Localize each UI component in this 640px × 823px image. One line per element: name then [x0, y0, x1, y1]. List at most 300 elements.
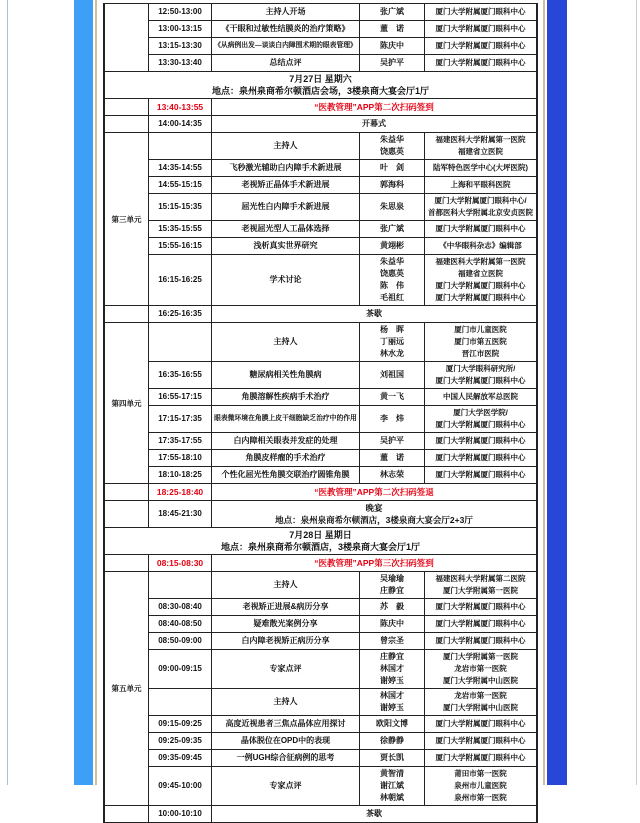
schedule-row — [149, 750, 536, 767]
time-cell: 13:00-13:15 — [149, 21, 212, 37]
topic-cell — [212, 38, 360, 54]
time-cell: 13:30-13:40 — [149, 55, 212, 71]
speaker-cell — [360, 362, 425, 388]
org-name: 厦门大学附属第一医院 — [443, 586, 518, 595]
topic-text: 高度近视患者三焦点晶体应用探讨 — [225, 719, 346, 728]
speaker-name: 林水龙 — [380, 349, 404, 358]
date-header-line: 地点：泉州泉商希尔顿酒店，3楼泉商大宴会厅1厅 — [220, 542, 420, 552]
unit-spacer — [105, 484, 149, 500]
org-cell — [425, 255, 536, 305]
merged-band — [105, 806, 536, 823]
event-cell — [212, 806, 536, 822]
banquet-band — [105, 501, 536, 528]
section-rows — [149, 4, 536, 71]
topic-cell — [212, 733, 360, 749]
time-cell — [149, 323, 212, 361]
schedule-row — [149, 389, 536, 406]
speaker-name: 徐静静 — [380, 736, 404, 745]
event-text: 晚宴 — [365, 503, 383, 513]
org-name: 福建省立医院 — [458, 147, 503, 156]
speaker-name: 欧阳文博 — [376, 719, 408, 728]
topic-text: 屈光性白内障手术新进展 — [241, 202, 330, 211]
unit-label: 第五单元 — [105, 572, 149, 805]
topic-text: 主持人 — [273, 697, 298, 706]
speaker-cell — [360, 4, 425, 20]
speaker-name: 谢江斌 — [380, 781, 404, 790]
speaker-name: 谢婷玉 — [380, 703, 404, 712]
speaker-name: 朱益华 — [380, 135, 404, 144]
speaker-name: 丁丽远 — [380, 337, 404, 346]
topic-cell — [212, 433, 360, 449]
schedule-row — [149, 238, 536, 255]
speaker-name: 黄翊彬 — [380, 241, 404, 250]
section-rows — [149, 572, 536, 805]
speaker-cell — [360, 733, 425, 749]
speaker-cell — [360, 55, 425, 71]
topic-cell — [212, 406, 360, 432]
org-cell — [425, 450, 536, 466]
topic-cell — [212, 650, 360, 688]
org-name: 厦门大学附属中山医院 — [443, 676, 518, 685]
org-name: 厦门大学附属厦门眼科中心 — [435, 224, 526, 233]
schedule-row — [149, 467, 536, 483]
org-cell — [425, 194, 536, 220]
right-tan-line — [543, 0, 545, 785]
speaker-cell — [360, 160, 425, 176]
unit-spacer — [105, 116, 149, 132]
topic-cell — [212, 177, 360, 193]
speaker-name: 朱益华 — [380, 257, 404, 266]
org-name: 厦门大学附属厦门眼科中心 — [435, 41, 526, 50]
topic-text: 角膜皮样瘤的手术治疗 — [245, 453, 326, 462]
speaker-cell — [360, 406, 425, 432]
topic-cell — [212, 362, 360, 388]
org-cell — [425, 650, 536, 688]
topic-cell — [212, 55, 360, 71]
unit-label: 第三单元 — [105, 133, 149, 305]
speaker-name: 庄静宜 — [380, 586, 404, 595]
time-cell: 16:25-16:35 — [149, 306, 212, 322]
speaker-name: 吴护平 — [380, 436, 404, 445]
org-name: 厦门大学附属中山医院 — [443, 703, 518, 712]
schedule-row — [149, 650, 536, 689]
schedule-row — [149, 133, 536, 160]
org-cell — [425, 467, 536, 483]
org-cell — [425, 433, 536, 449]
unit-spacer — [105, 306, 149, 322]
speaker-cell — [360, 572, 425, 598]
topic-text: 晶体脱位在OPD中的表现 — [240, 736, 331, 745]
topic-text: 总结点评 — [269, 58, 302, 67]
org-cell — [425, 406, 536, 432]
org-name: 首都医科大学附属北京安贞医院 — [428, 208, 533, 217]
org-name: 陆军特色医学中心(大坪医院) — [433, 163, 528, 172]
speaker-name: 林国才 — [380, 664, 404, 673]
topic-text: 个性化屈光性角膜交联治疗圆锥角膜 — [221, 470, 350, 479]
topic-text: 专家点评 — [269, 664, 302, 673]
topic-text: 主持人 — [273, 580, 298, 589]
org-cell — [425, 389, 536, 405]
topic-cell — [212, 323, 360, 361]
section-rows — [149, 133, 536, 305]
speaker-name: 吴瑜瑜 — [380, 574, 404, 583]
speaker-name: 林朝斌 — [380, 793, 404, 802]
schedule-row — [149, 194, 536, 221]
schedule-row — [149, 221, 536, 238]
topic-cell — [212, 572, 360, 598]
speaker-name: 曾宗圣 — [380, 636, 404, 645]
schedule-row — [149, 4, 536, 21]
topic-text: 学术讨论 — [269, 275, 302, 284]
topic-text: 主持人 — [273, 141, 298, 150]
time-cell: 15:55-16:15 — [149, 238, 212, 254]
schedule-table — [103, 3, 538, 823]
unit-spacer — [105, 555, 149, 571]
speaker-cell — [360, 38, 425, 54]
topic-text: 老视矫正晶体手术新进展 — [241, 180, 330, 189]
schedule-row — [149, 38, 536, 55]
speaker-name: 李 炜 — [380, 414, 404, 423]
app-checkin-line: “医教管理”APP第二次扫码签退 — [314, 487, 434, 497]
time-cell: 08:30-08:40 — [149, 599, 212, 615]
speaker-name: 贾长凯 — [380, 753, 404, 762]
time-cell: 17:15-17:35 — [149, 406, 212, 432]
org-name: 厦门大学附属厦门眼科中心 — [435, 24, 526, 33]
topic-cell — [212, 450, 360, 466]
org-name: 莆田市第一医院 — [454, 769, 507, 778]
unit-spacer — [105, 99, 149, 115]
speaker-cell — [360, 689, 425, 715]
speaker-name: 董 诺 — [380, 453, 404, 462]
speaker-name: 黄一飞 — [380, 392, 404, 401]
org-name: 福建医科大学附属第一医院 — [435, 135, 526, 144]
time-cell: 14:35-14:55 — [149, 160, 212, 176]
event-text: 茶歇 — [366, 309, 382, 318]
speaker-name: 谢婷玉 — [380, 676, 404, 685]
right-accent-strip — [547, 0, 567, 785]
topic-cell — [212, 599, 360, 615]
speaker-name: 陈 伟 — [380, 281, 404, 290]
date-header-line: 7月27日 星期六 — [289, 74, 352, 84]
date-header — [105, 72, 536, 99]
org-cell — [425, 21, 536, 37]
time-cell: 16:35-16:55 — [149, 362, 212, 388]
time-cell: 18:45-21:30 — [149, 501, 212, 527]
org-cell — [425, 238, 536, 254]
schedule-row — [149, 572, 536, 599]
topic-cell — [212, 767, 360, 805]
speaker-cell — [360, 750, 425, 766]
time-cell: 14:55-15:15 — [149, 177, 212, 193]
org-name: 厦门大学附属厦门眼科中心 — [435, 436, 526, 445]
speaker-name: 陈庆中 — [380, 41, 404, 50]
time-cell: 14:00-14:35 — [149, 116, 212, 132]
topic-text: 白内障老视矫正病历分享 — [241, 636, 330, 645]
org-cell — [425, 572, 536, 598]
org-cell — [425, 221, 536, 237]
org-cell — [425, 323, 536, 361]
speaker-cell — [360, 767, 425, 805]
section — [105, 323, 536, 484]
speaker-name: 董 诺 — [380, 24, 404, 33]
org-name: 福建省立医院 — [458, 269, 503, 278]
schedule-row — [149, 177, 536, 194]
speaker-name: 毛祖红 — [380, 293, 404, 302]
org-cell — [425, 362, 536, 388]
topic-cell — [212, 133, 360, 159]
speaker-cell — [360, 599, 425, 615]
schedule-row — [149, 362, 536, 389]
org-cell — [425, 733, 536, 749]
app-checkin-line: “医教管理”APP第二次扫码签到 — [314, 102, 434, 112]
org-cell — [425, 767, 536, 805]
date-header — [105, 528, 536, 555]
time-cell: 09:25-09:35 — [149, 733, 212, 749]
speaker-cell — [360, 633, 425, 649]
topic-cell — [212, 160, 360, 176]
org-name: 《中华眼科杂志》编辑部 — [439, 241, 522, 250]
schedule-row — [149, 633, 536, 650]
org-cell — [425, 160, 536, 176]
section — [105, 572, 536, 806]
time-cell: 13:15-13:30 — [149, 38, 212, 54]
topic-cell — [212, 21, 360, 37]
topic-cell — [212, 255, 360, 305]
org-cell — [425, 689, 536, 715]
schedule-row — [149, 55, 536, 71]
topic-text: 老视矫正进展&病历分享 — [242, 602, 329, 611]
org-name: 厦门大学附属厦门眼科中心 — [435, 736, 526, 745]
topic-cell — [212, 750, 360, 766]
speaker-cell — [360, 433, 425, 449]
org-name: 厦门大学附属厦门眼科中心 — [435, 420, 526, 429]
speaker-cell — [360, 255, 425, 305]
speaker-cell — [360, 238, 425, 254]
topic-text: 《从病例出发—谈谈白内障围术期的眼表管理》 — [214, 42, 357, 49]
schedule-row — [149, 450, 536, 467]
schedule-row — [149, 21, 536, 38]
speaker-name: 朱思泉 — [380, 202, 404, 211]
org-name: 龙岩市第一医院 — [454, 664, 507, 673]
speaker-name: 陈庆中 — [380, 619, 404, 628]
speaker-cell — [360, 221, 425, 237]
topic-cell — [212, 467, 360, 483]
topic-text: 白内障相关眼表并发症的处理 — [233, 436, 338, 445]
org-cell — [425, 633, 536, 649]
topic-cell — [212, 238, 360, 254]
speaker-cell — [360, 21, 425, 37]
topic-text: 《干眼和过敏性结膜炎的治疗策略》 — [221, 24, 350, 33]
time-cell: 09:45-10:00 — [149, 767, 212, 805]
time-cell — [149, 572, 212, 598]
org-name: 厦门大学附属厦门眼科中心 — [435, 7, 526, 16]
topic-text: 一例UGH综合征病例的思考 — [236, 753, 335, 762]
unit-spacer — [105, 501, 149, 527]
topic-text: 主持人 — [273, 337, 298, 346]
topic-cell — [212, 389, 360, 405]
speaker-name: 庄静宜 — [380, 652, 404, 661]
speaker-cell — [360, 323, 425, 361]
time-cell: 13:40-13:55 — [149, 99, 212, 115]
time-cell: 16:55-17:15 — [149, 389, 212, 405]
right-edge-line — [636, 0, 637, 785]
time-cell: 18:10-18:25 — [149, 467, 212, 483]
topic-cell — [212, 4, 360, 20]
time-cell: 15:35-15:55 — [149, 221, 212, 237]
event-cell — [212, 501, 536, 527]
org-cell — [425, 133, 536, 159]
event-cell — [212, 306, 536, 322]
topic-cell — [212, 221, 360, 237]
date-header-line: 地点：泉州泉商希尔顿酒店会场，3楼泉商大宴会厅1厅 — [211, 86, 429, 96]
left-accent-strip — [74, 0, 93, 785]
time-cell — [149, 133, 212, 159]
topic-text: 老视屈光型人工晶体选择 — [241, 224, 330, 233]
org-name: 上海和平眼科医院 — [450, 180, 511, 189]
org-name: 晋江市医院 — [461, 349, 500, 358]
red-band — [105, 484, 536, 501]
speaker-cell — [360, 450, 425, 466]
time-cell: 09:35-09:45 — [149, 750, 212, 766]
topic-text: 主持人开场 — [265, 7, 306, 16]
topic-text: 专家点评 — [269, 781, 302, 790]
event-text: 开幕式 — [362, 119, 386, 128]
org-name: 厦门大学附属厦门眼科中心 — [435, 58, 526, 67]
speaker-name: 饶惠英 — [380, 269, 404, 278]
event-text: 地点：泉州泉商希尔顿酒店，3楼泉商大宴会厅2+3厅 — [275, 515, 473, 525]
topic-cell — [212, 633, 360, 649]
org-cell — [425, 599, 536, 615]
speaker-name: 饶惠英 — [380, 147, 404, 156]
app-checkin-text — [212, 555, 536, 571]
speaker-name: 张广斌 — [380, 7, 404, 16]
schedule-row — [149, 733, 536, 750]
time-cell: 17:35-17:55 — [149, 433, 212, 449]
merged-band — [105, 306, 536, 323]
speaker-cell — [360, 650, 425, 688]
speaker-name: 林国才 — [380, 691, 404, 700]
org-name: 厦门大学附属厦门眼科中心 — [435, 753, 526, 762]
org-name: 福建医科大学附属第二医院 — [435, 574, 526, 583]
schedule-row — [149, 599, 536, 616]
org-cell — [425, 750, 536, 766]
time-cell: 17:55-18:10 — [149, 450, 212, 466]
topic-text: 角膜溶解性疾病手术治疗 — [241, 392, 330, 401]
org-name: 厦门大学附属厦门眼科中心 — [435, 636, 526, 645]
org-name: 厦门市儿童医院 — [454, 325, 507, 334]
speaker-cell — [360, 177, 425, 193]
unit-label: 第四单元 — [105, 323, 149, 483]
schedule-row — [149, 433, 536, 450]
schedule-row — [149, 689, 536, 716]
speaker-name: 叶 剑 — [380, 163, 404, 172]
event-cell — [212, 116, 536, 132]
topic-text: 浅析真实世界研究 — [253, 241, 318, 250]
speaker-name: 张广斌 — [380, 224, 404, 233]
schedule-row — [149, 616, 536, 633]
topic-text: 糖尿病相关性角膜病 — [249, 370, 322, 379]
time-cell: 12:50-13:00 — [149, 4, 212, 20]
speaker-name: 刘祖国 — [380, 370, 404, 379]
schedule-row — [149, 716, 536, 733]
unit-spacer — [105, 806, 149, 822]
section-rows — [149, 323, 536, 483]
app-checkin-text — [212, 484, 536, 500]
topic-cell — [212, 616, 360, 632]
org-name: 厦门大学附属厦门眼科中心 — [435, 470, 526, 479]
org-name: 泉州市儿童医院 — [454, 781, 507, 790]
merged-band — [105, 116, 536, 133]
topic-cell — [212, 194, 360, 220]
org-name: 厦门大学附属厦门眼科中心 — [435, 453, 526, 462]
org-name: 厦门大学附属厦门眼科中心 — [435, 719, 526, 728]
speaker-name: 郭海科 — [380, 180, 404, 189]
time-cell: 08:15-08:30 — [149, 555, 212, 571]
schedule-row — [149, 767, 536, 805]
org-name: 厦门大学附属厦门眼科中心 — [435, 602, 526, 611]
org-cell — [425, 38, 536, 54]
speaker-cell — [360, 133, 425, 159]
time-cell — [149, 689, 212, 715]
time-cell: 08:40-08:50 — [149, 616, 212, 632]
org-cell — [425, 55, 536, 71]
topic-cell — [212, 716, 360, 732]
speaker-name: 杨 晖 — [380, 325, 404, 334]
time-cell: 09:15-09:25 — [149, 716, 212, 732]
unit-label — [105, 4, 149, 71]
app-checkin-text — [212, 99, 536, 115]
speaker-cell — [360, 467, 425, 483]
speaker-name: 苏 毅 — [380, 602, 404, 611]
org-cell — [425, 616, 536, 632]
org-cell — [425, 716, 536, 732]
org-name: 龙岩市第一医院 — [454, 691, 507, 700]
org-name: 福建医科大学附属第一医院 — [435, 257, 526, 266]
topic-text: 疑难散光案例分享 — [253, 619, 318, 628]
org-name: 厦门大学附属厦门眼科中心 — [435, 293, 526, 302]
left-tan-line — [95, 0, 97, 785]
schedule-row — [149, 160, 536, 177]
schedule-row — [149, 323, 536, 362]
red-band — [105, 99, 536, 116]
event-text: 茶歇 — [366, 809, 382, 818]
time-cell: 10:00-10:10 — [149, 806, 212, 822]
time-cell: 16:15-16:25 — [149, 255, 212, 305]
section — [105, 4, 536, 72]
speaker-cell — [360, 194, 425, 220]
org-cell — [425, 177, 536, 193]
time-cell: 08:50-09:00 — [149, 633, 212, 649]
org-name: 厦门大学眼科研究所/ — [445, 364, 516, 373]
app-checkin-line: “医教管理”APP第三次扫码签到 — [314, 558, 434, 568]
red-band — [105, 555, 536, 572]
org-name: 厦门大学附属第一医院 — [443, 652, 518, 661]
speaker-name: 林志荣 — [380, 470, 404, 479]
speaker-cell — [360, 616, 425, 632]
speaker-name: 吴护平 — [380, 58, 404, 67]
time-cell: 09:00-09:15 — [149, 650, 212, 688]
org-name: 厦门大学附属厦门眼科中心 — [435, 376, 526, 385]
speaker-cell — [360, 716, 425, 732]
org-name: 厦门大学附属厦门眼科中心/ — [434, 196, 527, 205]
speaker-name: 黄智清 — [380, 769, 404, 778]
org-name: 厦门大学附属厦门眼科中心 — [435, 281, 526, 290]
time-cell: 18:25-18:40 — [149, 484, 212, 500]
topic-text: 飞秒激光辅助白内障手术新进展 — [229, 163, 342, 172]
org-name: 厦门大学医学院/ — [453, 408, 508, 417]
topic-cell — [212, 689, 360, 715]
org-cell — [425, 4, 536, 20]
